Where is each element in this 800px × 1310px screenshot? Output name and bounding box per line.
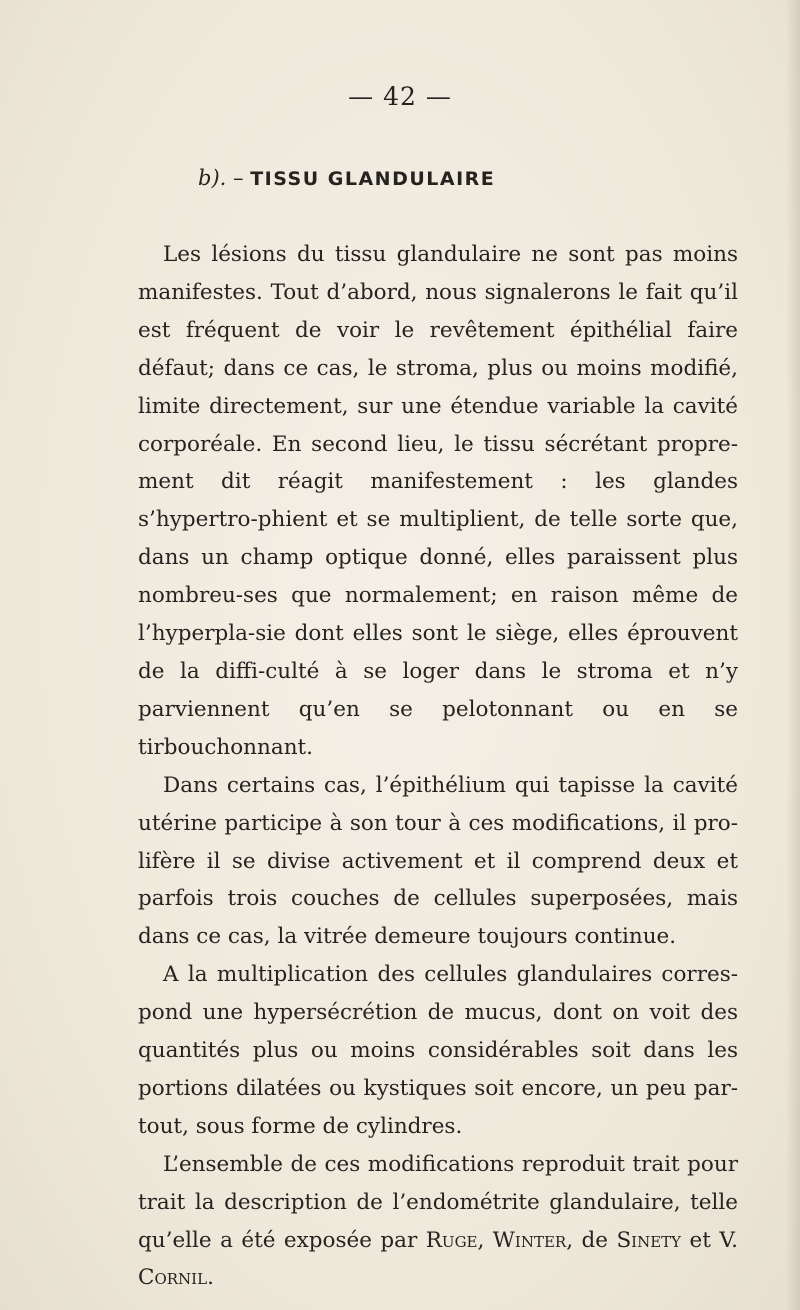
separator-2: , de <box>566 1227 617 1253</box>
body-text <box>138 236 738 1297</box>
separator-1: , <box>477 1227 493 1253</box>
section-heading <box>198 166 495 190</box>
section-title: TISSU GLANDULAIRE <box>250 168 496 190</box>
author-sinety: Sinety <box>616 1227 682 1253</box>
paragraph-3: A la multiplication des cellules glandulaires corres-pond une hypersécrétion de mucus, dont on voit des quantités plus ou moins considérables soit dans les portions dilatées ou kystiques soit encore, un peu par-tout, sous forme de cylindres. <box>138 962 738 1139</box>
author-ruge: Ruge <box>425 1227 478 1253</box>
paragraph-4-text: L’ensemble de ces modifications reproduit trait pour trait la description de l’endométrite glandulaire, telle qu’elle a été exposée par <box>138 1151 738 1253</box>
page-edge-shadow <box>786 0 800 1310</box>
paragraph-4 <box>138 1146 738 1298</box>
paragraph-2: Dans certains cas, l’épithélium qui tapisse la cavité utérine participe à son tour à ces modifications, il pro-lifère il se divise activement et il comprend deux et parfois trois couches de cellules superposées, mais dans ce cas, la vitrée demeure toujours continue. <box>138 772 738 950</box>
author-cornil: V. Cornil <box>138 1227 738 1291</box>
author-winter: Winter <box>492 1227 567 1253</box>
section-marker: b). <box>198 166 227 190</box>
section-dash: – <box>233 166 244 190</box>
paragraph-1: Les lésions du tissu glandulaire ne sont pas moins manifestes. Tout d’abord, nous signalerons le fait qu’il est fréquent de voir le revêtement épithélial faire défaut; dans ce cas, le stroma, plus ou moins modifié, limite directement, sur une étendue variable la cavité corporéale. En second lieu, le tissu sécrétant propre-ment dit réagit manifestement : les glandes s’hypertro-phient et se multiplient, de telle sorte que, dans un champ optique donné, elles paraissent plus nombreu-ses que normalement; en raison même de l’hyperpla-sie dont elles sont le siège, elles éprouvent de la diffi-culté à se loger dans le stroma et n’y parviennent qu’en se pelotonnant ou en se tirbouchonnant. <box>138 242 738 760</box>
page-number-header: — 42 — <box>348 82 452 111</box>
separator-3: et <box>681 1227 720 1253</box>
paragraph-4-end: . <box>207 1265 214 1291</box>
